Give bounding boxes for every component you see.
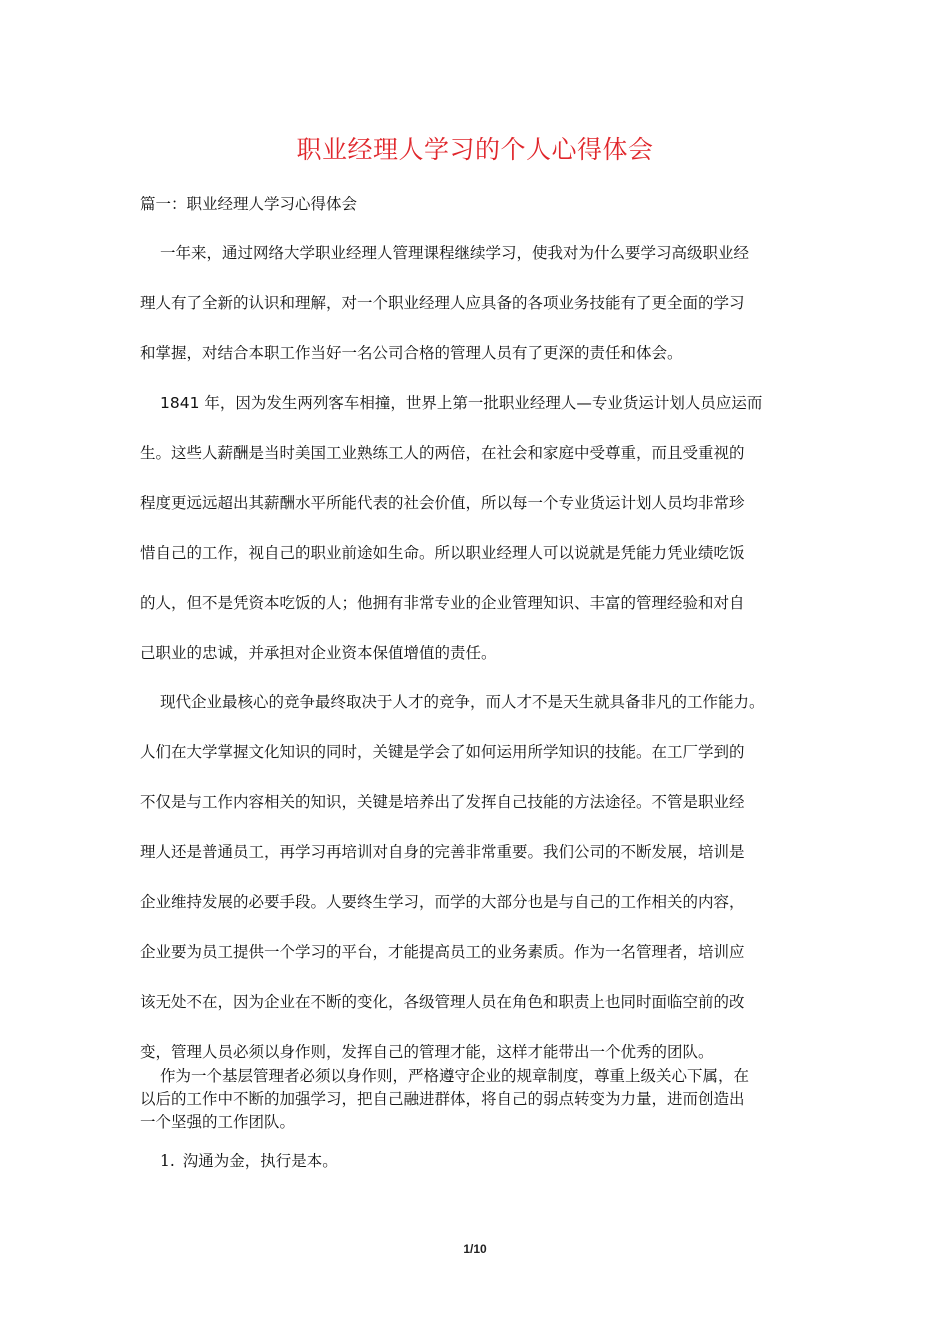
paragraph-line: 的人，但不是凭资本吃饭的人；他拥有非常专业的企业管理知识、丰富的管理经验和对自 xyxy=(140,594,745,612)
list-item-number: 1. xyxy=(160,1152,175,1170)
paragraph-line: 惜自己的工作，视自己的职业前途如生命。所以职业经理人可以说就是凭能力凭业绩吃饭 xyxy=(140,544,745,562)
paragraph-2 xyxy=(140,378,820,678)
page-number: 1/10 xyxy=(463,1242,487,1256)
paragraph-line: 理人还是普通员工，再学习再培训对自身的完善非常重要。我们公司的不断发展，培训是 xyxy=(140,843,745,861)
paragraph-line: 变，管理人员必须以身作则，发挥自己的管理才能，这样才能带出一个优秀的团队。 xyxy=(140,1043,714,1061)
paragraph-line: 1841 年，因为发生两列客车相撞，世界上第一批职业经理人—专业货运计划人员应运而 xyxy=(160,394,763,412)
paragraph-line: 一个坚强的工作团队。 xyxy=(140,1113,296,1131)
paragraph-line: 生。这些人薪酬是当时美国工业熟练工人的两倍，在社会和家庭中受尊重，而且受重视的 xyxy=(140,444,745,462)
list-item xyxy=(160,1149,820,1173)
paragraph-line: 程度更远远超出其薪酬水平所能代表的社会价值，所以每一个专业货运计划人员均非常珍 xyxy=(140,494,745,512)
paragraph-line: 企业要为员工提供一个学习的平台，才能提高员工的业务素质。作为一名管理者，培训应 xyxy=(140,943,745,961)
paragraph-line: 不仅是与工作内容相关的知识，关键是培养出了发挥自己技能的方法途径。不管是职业经 xyxy=(140,793,745,811)
section-heading: 篇一：职业经理人学习心得体会 xyxy=(140,195,358,213)
paragraph-4 xyxy=(140,1065,820,1134)
paragraph-line: 作为一个基层管理者必须以身作则，严格遵守企业的规章制度，尊重上级关心下属，在 xyxy=(160,1067,750,1085)
paragraph-1 xyxy=(140,228,820,378)
document-title: 职业经理人学习的个人心得体会 xyxy=(296,135,654,164)
paragraph-line: 人们在大学掌握文化知识的同时，关键是学会了如何运用所学知识的技能。在工厂学到的 xyxy=(140,743,745,761)
paragraph-line: 和掌握，对结合本职工作当好一名公司合格的管理人员有了更深的责任和体会。 xyxy=(140,344,683,362)
paragraph-line: 企业维持发展的必要手段。人要终生学习，而学的大部分也是与自己的工作相关的内容， xyxy=(140,893,745,911)
paragraph-line: 该无处不在，因为企业在不断的变化，各级管理人员在角色和职责上也同时面临空前的改 xyxy=(140,993,745,1011)
paragraph-line: 己职业的忠诚，并承担对企业资本保值增值的责任。 xyxy=(140,644,497,662)
paragraph-line: 理人有了全新的认识和理解，对一个职业经理人应具备的各项业务技能有了更全面的学习 xyxy=(140,294,745,312)
list-item-text: 沟通为金，执行是本。 xyxy=(182,1152,338,1170)
paragraph-line: 以后的工作中不断的加强学习，把自己融进群体，将自己的弱点转变为力量，进而创造出 xyxy=(140,1090,745,1108)
paragraph-line: 现代企业最核心的竞争最终取决于人才的竞争，而人才不是天生就具备非凡的工作能力。 xyxy=(160,693,765,711)
paragraph-line: 一年来，通过网络大学职业经理人管理课程继续学习，使我对为什么要学习高级职业经 xyxy=(160,244,750,262)
paragraph-3 xyxy=(140,677,820,1077)
